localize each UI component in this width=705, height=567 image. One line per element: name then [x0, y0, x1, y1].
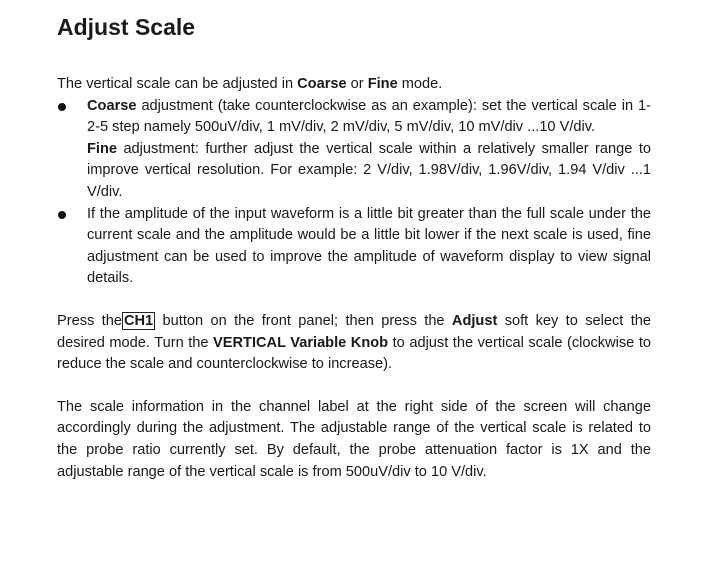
press-text-3: soft key to select the desired mode. Turn the — [57, 312, 651, 351]
intro-paragraph — [57, 74, 651, 96]
intro-text-2: or — [346, 76, 368, 92]
press-paragraph — [57, 311, 651, 376]
scale-info-paragraph: The scale information in the channel label at the right side of the screen will change accordingly during the adjustment. The adjustable range of the vertical scale is related to the probe ratio currently set. By default, the probe attenuation factor is 1X and the adjustable range of the vertical scale is from 500uV/div to 10 V/div. — [57, 398, 651, 480]
section-heading: Adjust Scale — [57, 14, 196, 40]
bullet-list — [57, 96, 651, 290]
ch1-key-label: CH1 — [123, 312, 154, 329]
knob-term: VERTICAL Variable Knob — [213, 334, 389, 351]
bullet-item-coarse-fine — [57, 96, 651, 204]
intro-text-3: mode. — [397, 76, 443, 92]
intro-fine-term: Fine — [367, 76, 398, 92]
intro-coarse-term: Coarse — [297, 76, 347, 92]
coarse-text: adjustment (take counterclockwise as an example): set the vertical scale in 1-2-5 step namely 500uV/div, 1 mV/div, 2 mV/div, 5 mV/div, 10 mV/div ...10 V/div. — [87, 97, 651, 136]
coarse-paragraph — [87, 96, 651, 139]
intro-text-1: The vertical scale can be adjusted in — [57, 76, 298, 92]
fine-paragraph — [87, 139, 651, 204]
document-page — [57, 12, 651, 483]
bullet-dot-icon — [58, 103, 66, 111]
bullet-dot-icon — [58, 211, 66, 219]
adjust-term: Adjust — [451, 312, 498, 329]
press-text-4: to adjust the vertical scale (clockwise to reduce the scale and counterclockwise to increase). — [57, 334, 651, 373]
fine-term: Fine — [87, 140, 117, 157]
coarse-term: Coarse — [87, 97, 137, 114]
press-text-2: button on the front panel; then press the — [155, 312, 452, 329]
fine-text: adjustment: further adjust the vertical scale within a relatively smaller range to improve vertical resolution. For example: 2 V/div, 1.98V/div, 1.96V/div, 1.94 V/div ...1 V/div. — [87, 140, 651, 200]
bullet-item-amplitude — [57, 204, 651, 290]
amplitude-paragraph: If the amplitude of the input waveform is a little bit greater than the full scale under the current scale and the amplitude would be a little bit lower if the next scale is used, fine adjustment can be used to improve the amplitude of waveform display to view signal details. — [87, 205, 651, 287]
press-text-1: Press the — [57, 312, 122, 329]
